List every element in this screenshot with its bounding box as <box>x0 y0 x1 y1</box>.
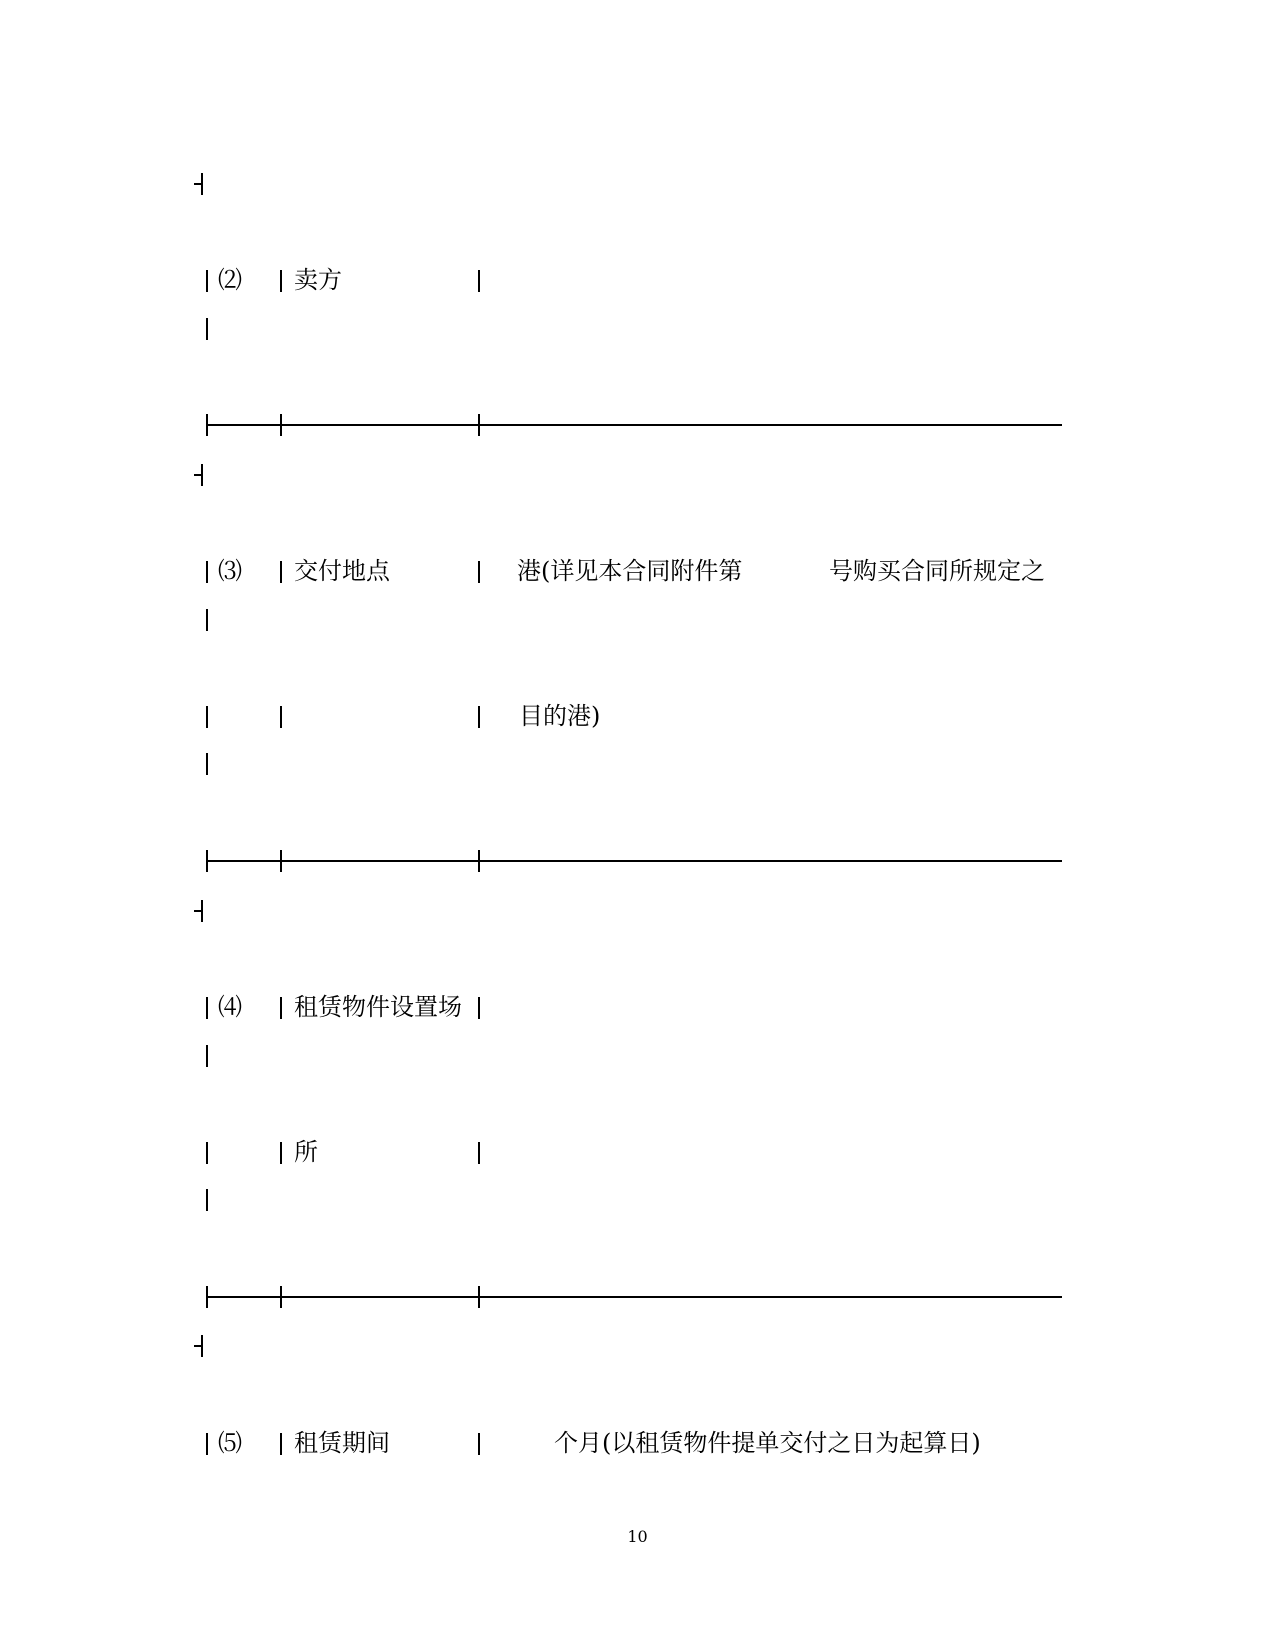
table-border <box>280 1433 282 1455</box>
table-border <box>206 561 208 583</box>
table-border <box>280 1142 282 1164</box>
table-border <box>206 1142 208 1164</box>
row-number: ⑵ <box>218 266 242 294</box>
row-label-location-cont: 所 <box>294 1138 318 1166</box>
table-border <box>478 561 480 583</box>
row-value-lease-term: 个月(以租赁物件提单交付之日为起算日) <box>554 1429 981 1457</box>
row-label-seller: 卖方 <box>294 266 342 294</box>
row-label-location: 租赁物件设置场 <box>294 993 462 1021</box>
table-border <box>280 1286 282 1308</box>
table-border <box>280 270 282 292</box>
table-border <box>206 1045 208 1067</box>
row-number: ⑸ <box>218 1429 242 1457</box>
table-border <box>478 1433 480 1455</box>
table-border <box>280 997 282 1019</box>
row-value-delivery-2: 号购买合同所规定之 <box>829 557 1045 585</box>
table-border <box>206 318 208 340</box>
table-border <box>280 561 282 583</box>
row-number: ⑷ <box>218 993 242 1021</box>
table-border <box>206 1286 208 1308</box>
table-border <box>478 706 480 728</box>
table-border <box>478 414 480 436</box>
table-border <box>478 997 480 1019</box>
row-value-delivery-cont: 目的港) <box>519 702 601 730</box>
table-border <box>206 706 208 728</box>
row-number: ⑶ <box>218 557 242 585</box>
table-border <box>478 850 480 872</box>
table-border <box>280 850 282 872</box>
row-value-delivery: 港(详见本合同附件第 <box>517 557 743 585</box>
table-border <box>280 414 282 436</box>
table-border <box>478 270 480 292</box>
row-label-delivery: 交付地点 <box>294 557 390 585</box>
table-border <box>280 706 282 728</box>
table-border <box>478 1142 480 1164</box>
table-rule <box>206 860 1062 862</box>
table-rule <box>206 424 1062 426</box>
table-border <box>206 1189 208 1211</box>
table-border <box>206 609 208 631</box>
table-border <box>478 1286 480 1308</box>
table-border <box>206 1433 208 1455</box>
table-border <box>206 414 208 436</box>
page-number: 10 <box>627 1527 648 1546</box>
table-border <box>206 997 208 1019</box>
table-border <box>206 850 208 872</box>
table-border <box>206 753 208 775</box>
table-rule <box>206 1296 1062 1298</box>
table-border <box>206 270 208 292</box>
row-label-lease-term: 租赁期间 <box>294 1429 390 1457</box>
